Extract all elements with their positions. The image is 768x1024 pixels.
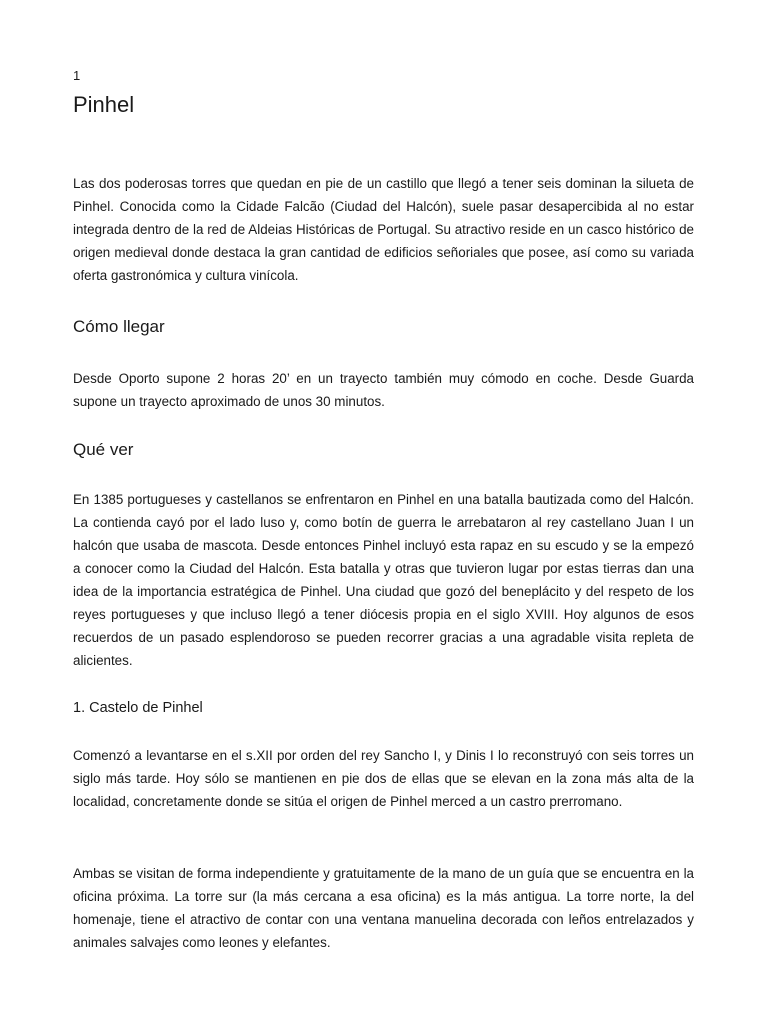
heading-que-ver: Qué ver	[73, 440, 134, 459]
intro-paragraph: Las dos poderosas torres que quedan en pie de un castillo que llegó a tener seis dominan la silueta de Pinhel. Conocida como la Cidade Falcão (Ciudad del Halcón), suele pasar desapercibida al no estar integrada dentro de la red de Aldeias Históricas de Portugal. Su atractivo reside en un casco histórico de origen medieval donde destaca la gran cantidad de edificios señoriales que posee, así como su variada oferta gastronómica y cultura vinícola.	[73, 176, 694, 283]
que-ver-paragraph: En 1385 portugueses y castellanos se enfrentaron en Pinhel en una batalla bautizada como del Halcón. La contienda cayó por el lado luso y, como botín de guerra le arrebataron al rey castellano Juan I un halcón que usaba de mascota. Desde entonces Pinhel incluyó esta rapaz en su escudo y se la empezó a conocer como la Ciudad del Halcón. Esta batalla y otras que tuvieron lugar por estas tierras dan una idea de la importancia estratégica de Pinhel. Una ciudad que gozó del beneplácito y del respeto de los reyes portugueses y que incluso llegó a tener diócesis propia en el siglo XVIII. Hoy algunos de esos recuerdos de un pasado esplendoroso se pueden recorrer gracias a una agradable visita repleta de alicientes.	[73, 492, 694, 668]
page-number: 1	[73, 68, 81, 83]
como-llegar-paragraph: Desde Oporto supone 2 horas 20’ en un trayecto también muy cómodo en coche. Desde Guarda supone un trayecto aproximado de unos 30 minutos.	[73, 371, 694, 409]
castelo-paragraph-1: Comenzó a levantarse en el s.XII por orden del rey Sancho I, y Dinis I lo reconstruyó con seis torres un siglo más tarde. Hoy sólo se mantienen en pie dos de ellas que se elevan en la zona más alta de la localidad, concretamente donde se sitúa el origen de Pinhel merced a un castro prerromano.	[73, 748, 694, 809]
heading-castelo-de-pinhel: 1. Castelo de Pinhel	[73, 700, 203, 716]
heading-como-llegar: Cómo llegar	[73, 317, 165, 336]
castelo-paragraph-2: Ambas se visitan de forma independiente y gratuitamente de la mano de un guía que se encuentra en la oficina próxima. La torre sur (la más cercana a esa oficina) es la más antigua. La torre norte, la del homenaje, tiene el atractivo de contar con una ventana manuelina decorada con leños entrelazados y animales salvajes como leones y elefantes.	[73, 866, 694, 950]
page-title: Pinhel	[73, 92, 135, 117]
